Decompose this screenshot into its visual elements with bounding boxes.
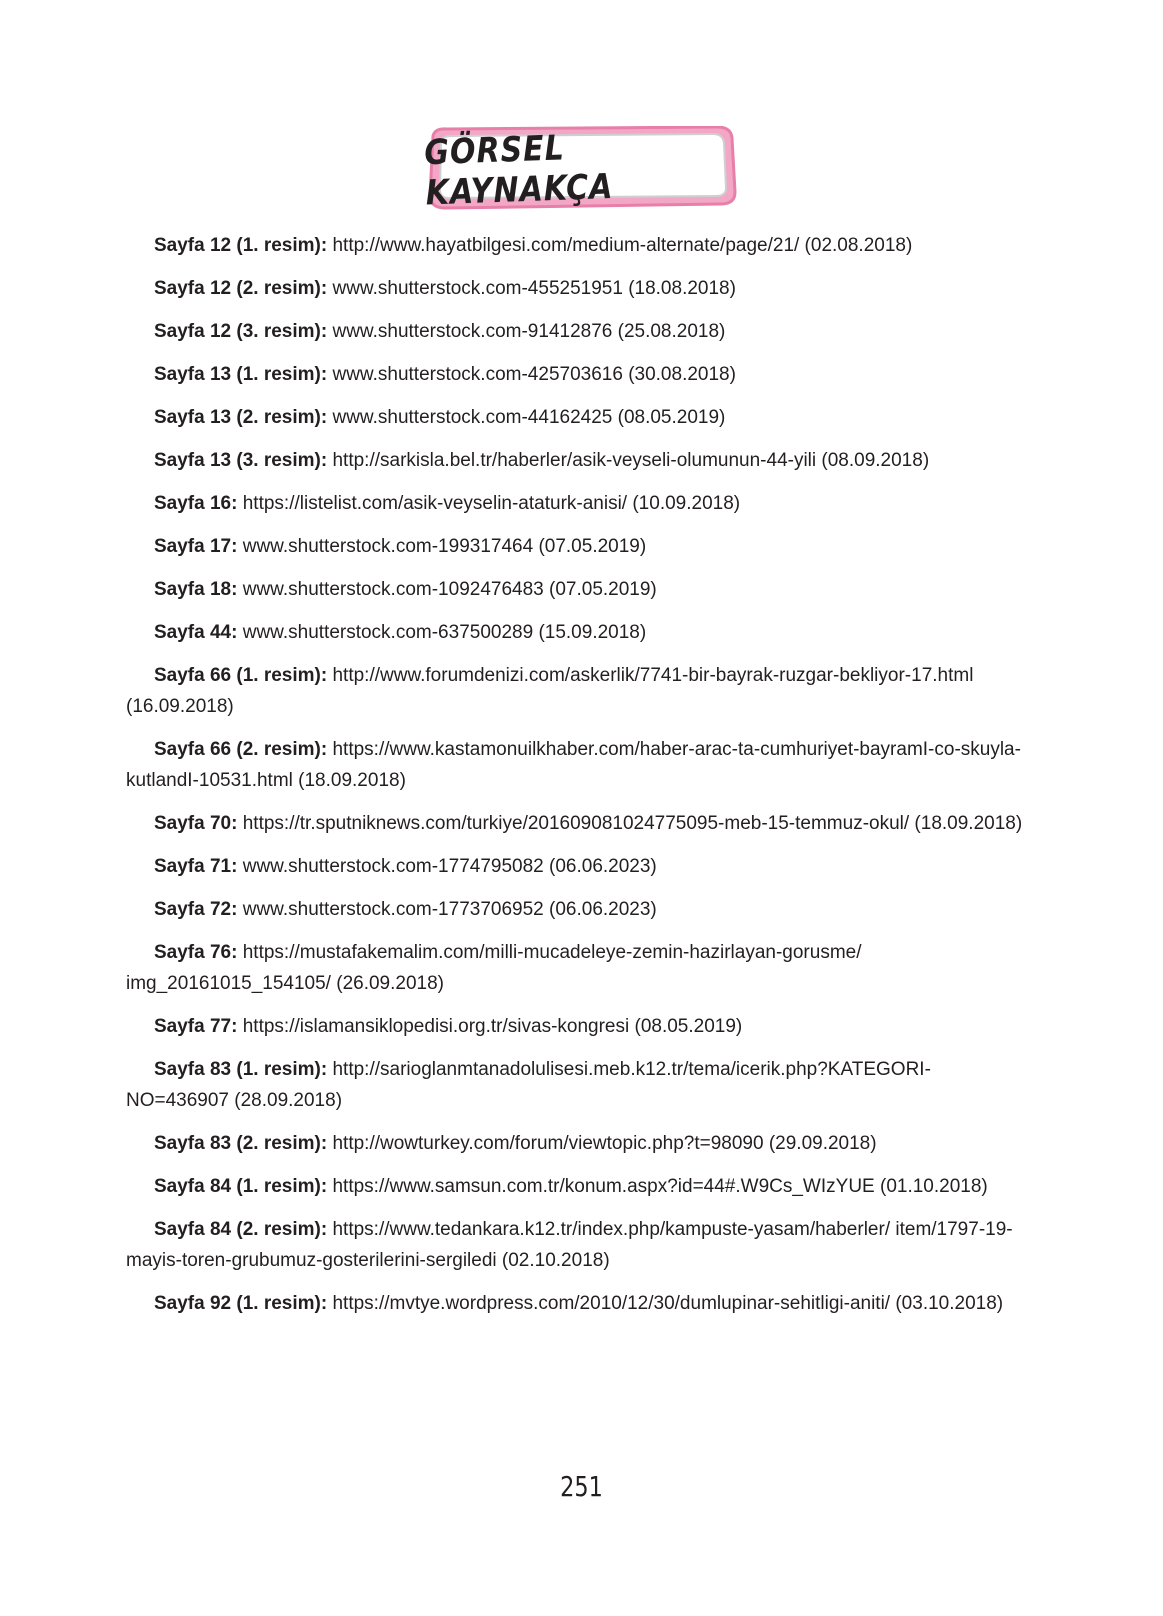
- reference-label: Sayfa 84 (1. resim):: [154, 1176, 328, 1197]
- reference-item: [126, 531, 1032, 562]
- reference-source: https://www.tedankara.k12.tr/index.php/kampuste-yasam/haberler/ item/1797-19-mayis-toren-grubumuz-gosterilerini-sergiledi (02.10.2018): [126, 1219, 1013, 1271]
- reference-item: [126, 1171, 1032, 1202]
- reference-item: [126, 808, 1032, 839]
- reference-item: [126, 1214, 1032, 1276]
- reference-source: https://mustafakemalim.com/milli-mucadeleye-zemin-hazirlayan-gorusme/ img_20161015_154105/ (26.09.2018): [126, 942, 862, 994]
- reference-item: [126, 1128, 1032, 1159]
- reference-source: https://mvtye.wordpress.com/2010/12/30/dumlupinar-sehitligi-aniti/ (03.10.2018): [332, 1293, 1004, 1314]
- reference-label: Sayfa 17:: [154, 536, 238, 557]
- reference-label: Sayfa 12 (1. resim):: [154, 235, 328, 256]
- reference-label: Sayfa 12 (2. resim):: [154, 278, 328, 299]
- reference-source: www.shutterstock.com-1773706952 (06.06.2023): [242, 899, 657, 920]
- reference-label: Sayfa 71:: [154, 856, 238, 877]
- reference-item: [126, 937, 1032, 999]
- reference-source: http://www.hayatbilgesi.com/medium-alternate/page/21/ (02.08.2018): [332, 235, 913, 256]
- reference-label: Sayfa 13 (1. resim):: [154, 364, 328, 385]
- reference-source: www.shutterstock.com-1092476483 (07.05.2019): [242, 579, 657, 600]
- reference-item: [126, 273, 1032, 304]
- reference-label: Sayfa 18:: [154, 579, 238, 600]
- reference-item: [126, 1288, 1032, 1319]
- reference-item: [126, 894, 1032, 925]
- reference-item: [126, 660, 1032, 722]
- reference-label: Sayfa 13 (2. resim):: [154, 407, 328, 428]
- reference-source: http://www.forumdenizi.com/askerlik/7741-bir-bayrak-ruzgar-bekliyor-17.html (16.09.2018): [126, 665, 974, 717]
- reference-source: http://sarioglanmtanadolulisesi.meb.k12.tr/tema/icerik.php?KATEGORI-NO=436907 (28.09.2018): [126, 1059, 931, 1111]
- reference-source: http://sarkisla.bel.tr/haberler/asik-veyseli-olumunun-44-yili (08.09.2018): [332, 450, 930, 471]
- reference-item: [126, 617, 1032, 648]
- reference-label: Sayfa 66 (2. resim):: [154, 739, 328, 760]
- reference-label: Sayfa 13 (3. resim):: [154, 450, 328, 471]
- reference-source: https://islamansiklopedisi.org.tr/sivas-kongresi (08.05.2019): [242, 1016, 743, 1037]
- reference-item: [126, 402, 1032, 433]
- reference-item: [126, 1011, 1032, 1042]
- reference-item: [126, 1054, 1032, 1116]
- title-badge: [423, 126, 737, 214]
- reference-label: Sayfa 76:: [154, 942, 238, 963]
- reference-label: Sayfa 70:: [154, 813, 238, 834]
- reference-label: Sayfa 77:: [154, 1016, 238, 1037]
- reference-source: www.shutterstock.com-199317464 (07.05.2019): [242, 536, 647, 557]
- reference-source: https://listelist.com/asik-veyselin-ataturk-anisi/ (10.09.2018): [242, 493, 741, 514]
- reference-label: Sayfa 83 (2. resim):: [154, 1133, 328, 1154]
- reference-source: www.shutterstock.com-455251951 (18.08.2018): [332, 278, 736, 299]
- reference-source: www.shutterstock.com-1774795082 (06.06.2023): [242, 856, 657, 877]
- page-title: GÖRSEL KAYNAKÇA: [423, 128, 615, 214]
- reference-item: [126, 734, 1032, 796]
- reference-label: Sayfa 66 (1. resim):: [154, 665, 328, 686]
- reference-item: [126, 359, 1032, 390]
- reference-source: https://www.kastamonuilkhaber.com/haber-arac-ta-cumhuriyet-bayramI-co-skuyla-kutlandI-10531.html (18.09.2018): [126, 739, 1021, 791]
- reference-item: [126, 851, 1032, 882]
- reference-list: [126, 230, 1032, 1331]
- reference-label: Sayfa 44:: [154, 622, 238, 643]
- reference-source: www.shutterstock.com-637500289 (15.09.2018): [242, 622, 647, 643]
- reference-label: Sayfa 92 (1. resim):: [154, 1293, 328, 1314]
- reference-item: [126, 445, 1032, 476]
- reference-source: https://tr.sputniknews.com/turkiye/201609081024775095-meb-15-temmuz-okul/ (18.09.2018): [242, 813, 1023, 834]
- reference-item: [126, 230, 1032, 261]
- page-number: 251: [560, 1470, 603, 1503]
- reference-label: Sayfa 16:: [154, 493, 238, 514]
- reference-item: [126, 488, 1032, 519]
- reference-source: www.shutterstock.com-91412876 (25.08.2018): [332, 321, 726, 342]
- reference-label: Sayfa 72:: [154, 899, 238, 920]
- reference-item: [126, 316, 1032, 347]
- reference-label: Sayfa 12 (3. resim):: [154, 321, 328, 342]
- reference-source: http://wowturkey.com/forum/viewtopic.php?t=98090 (29.09.2018): [332, 1133, 877, 1154]
- reference-source: https://www.samsun.com.tr/konum.aspx?id=44#.W9Cs_WIzYUE (01.10.2018): [332, 1176, 988, 1197]
- reference-label: Sayfa 84 (2. resim):: [154, 1219, 328, 1240]
- reference-label: Sayfa 83 (1. resim):: [154, 1059, 328, 1080]
- reference-source: www.shutterstock.com-44162425 (08.05.2019): [332, 407, 726, 428]
- reference-source: www.shutterstock.com-425703616 (30.08.2018): [332, 364, 736, 385]
- reference-item: [126, 574, 1032, 605]
